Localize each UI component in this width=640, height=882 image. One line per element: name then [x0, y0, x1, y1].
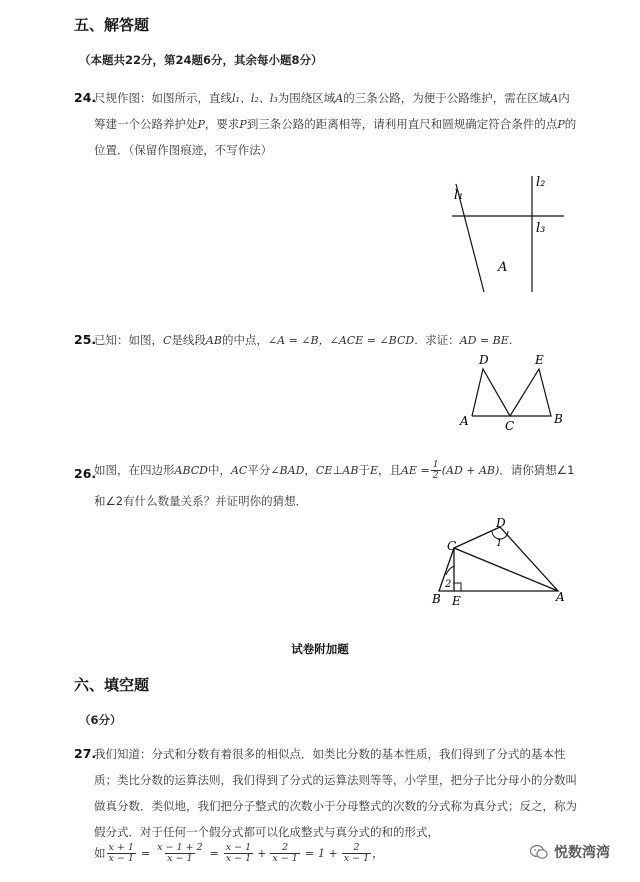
q24-line-1: 尺规作图：如图所示，直线l₁、l₂、l₃为围绕区域A的三条公路，为便于公路维护，需在区域A内	[94, 91, 570, 105]
label-d: D	[479, 353, 489, 367]
section-5-note: （本题共22分，第24题6分，其余每小题8分）	[79, 53, 323, 67]
label-l1: l₁	[454, 188, 464, 203]
label-l3: l₃	[536, 221, 546, 236]
label-region-a: A	[498, 260, 508, 275]
q27-line-4: 假分式．对于任何一个假分式都可以化成整式与真分式的和的形式，	[94, 825, 439, 839]
q27-number: 27.	[74, 746, 97, 761]
label-d: D	[496, 516, 506, 530]
q24-line-2: 筹建一个公路养护处P，要求P到三条公路的距离相等，请利用直尺和圆规确定符合条件的点P的	[94, 117, 577, 131]
q26-figure-quadrilateral	[428, 515, 573, 610]
label-c: C	[505, 419, 515, 433]
q26-line-1: 如图，在四边形ABCD中，AC平分∠BAD，CE⊥AB于E，且AE = $\frac{1}{2}$ (AD + AB)．请你猜想∠1	[94, 459, 575, 481]
q26-number: 26.	[74, 466, 97, 481]
q25-figure-two-triangles	[455, 350, 570, 435]
q27-line-2: 质；类比分数的运算法则，我们得到了分式的运算法则等等，小学里，把分子比分母小的分数叫	[94, 773, 577, 787]
q26-line-2: 和∠2有什么数量关系？并证明你的猜想．	[94, 494, 308, 508]
q27-line-3: 做真分数．类似地，我们把分子整式的次数小于分母整式的次数的分式称为真分式；反之，称为	[94, 799, 577, 813]
q24-line-3: 位置．（保留作图痕迹，不写作法）	[94, 143, 273, 157]
label-b: B	[554, 412, 563, 426]
label-a: A	[556, 590, 565, 604]
wechat-icon	[530, 844, 548, 860]
label-e: E	[535, 353, 544, 367]
watermark-text: 悦数湾湾	[554, 845, 610, 861]
label-c: C	[447, 539, 457, 553]
label-b: B	[432, 592, 441, 606]
angle-2-label: 2	[445, 579, 452, 590]
q24-figure-three-roads	[440, 168, 570, 298]
appendix-title: 试卷附加题	[291, 642, 349, 656]
label-e: E	[452, 594, 461, 608]
triangle-acd	[472, 369, 510, 416]
q24-number: 24.	[74, 90, 97, 105]
quadrilateral-abcd	[439, 527, 558, 591]
q25-text: 已知：如图，C是线段AB的中点，∠A = ∠B，∠ACE = ∠BCD．求证：AD = BE．	[94, 333, 520, 347]
right-angle-mark	[454, 583, 461, 591]
label-a: A	[460, 414, 469, 428]
angle-1-label: 1	[496, 538, 503, 549]
q26-half-fraction: $\frac{1}{2}$	[432, 459, 439, 481]
section-5-title: 五、解答题	[74, 16, 150, 34]
watermark	[530, 842, 610, 862]
diagonal-ac	[454, 548, 558, 591]
q27-line-1: 我们知道：分式和分数有着很多的相似点．如类比分数的基本性质，我们得到了分式的基本性	[94, 747, 566, 761]
q27-equation: 如 $\frac{x + 1}{x - 1}$ = $\frac{x - 1 + 2}{x - 1}$ = $\frac{x - 1}{x - 1}$ + $\frac{2}{x - 1}$ = 1 + $\frac{2}{x - 1}$ ，	[94, 842, 384, 864]
section-6-title: 六、填空题	[74, 676, 150, 694]
section-6-note: （6分）	[79, 713, 122, 727]
label-l2: l₂	[536, 175, 546, 190]
triangle-bce	[510, 369, 551, 416]
q25-number: 25.	[74, 332, 97, 347]
